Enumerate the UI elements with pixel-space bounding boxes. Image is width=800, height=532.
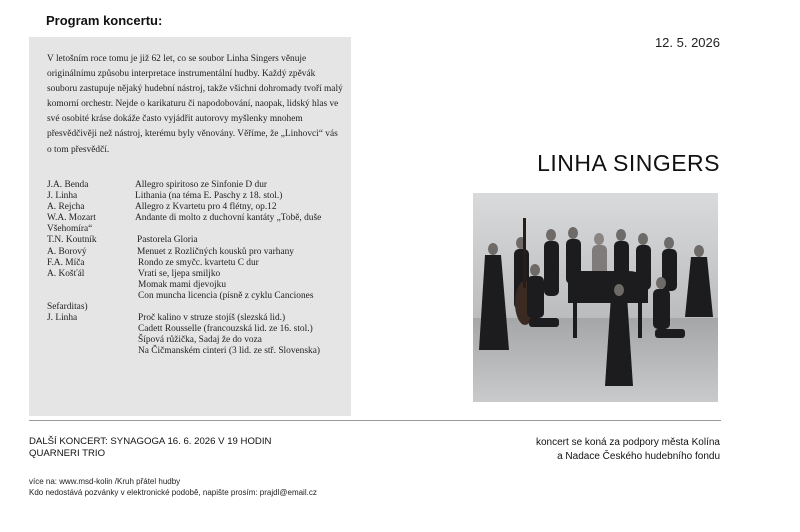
program-composer: J. Linha	[47, 313, 78, 324]
program-list	[47, 180, 347, 358]
program-item	[47, 213, 347, 224]
program-item	[47, 313, 347, 324]
intro-paragraph: V letošním roce tomu je již 62 let, co se soubor Linha Singers věnuje originálnímu způsobu interpretace instrumentální hudby. Každý zpěvák souboru zastupuje nějaký hudební nástroj, takže všichni dohromady tvoří malý komorní orchestr. Nejde o karikaturu či napodobování, naopak, lidský hlas ve své osobité kráse dokáže často vyjádřit autorovy myšlenky mnohem přesvědčivěji než nástroj, kterému byly věnovány. Věříme, že „Linhovci“ vás o tom přesvědčí.	[47, 54, 343, 155]
program-composer: A. Borový	[47, 246, 87, 257]
program-composer: J.A. Benda	[47, 180, 89, 190]
program-item	[47, 191, 347, 202]
concert-date: 12. 5. 2026	[654, 35, 720, 50]
program-item-continuation: Všehomíra“	[47, 224, 93, 235]
program-item	[47, 291, 347, 302]
program-item	[47, 258, 347, 269]
program-composer: T.N. Koutník	[47, 235, 97, 246]
program-piece: Con muncha licencia (písně z cyklu Canciones	[138, 290, 314, 301]
footer	[29, 476, 317, 498]
program-item	[47, 247, 347, 258]
program-piece: Momak mami djevojku	[138, 279, 227, 290]
support-line-1: koncert se koná za podpory města Kolína	[536, 437, 720, 448]
program-piece: Cadett Rousselle (francouzská lid. ze 16. stol.)	[138, 324, 313, 335]
divider	[29, 420, 721, 421]
program-item	[47, 280, 347, 291]
program-item	[47, 346, 347, 357]
program-piece: Vrati se, ljepa smiljko	[138, 268, 221, 279]
program-item	[47, 324, 347, 335]
program-piece: Rondo ze smyčc. kvartetu C dur	[138, 257, 259, 268]
program-composer: A. Košťál	[47, 268, 85, 279]
program-composer: F.A. Míča	[47, 257, 85, 268]
next-concert-label: DALŠÍ KONCERT:	[29, 436, 108, 447]
program-panel	[29, 37, 351, 416]
program-piece: Pastorela Gloria	[137, 235, 198, 246]
ensemble-name: LINHA SINGERS	[537, 150, 720, 176]
program-composer: W.A. Mozart	[47, 213, 96, 224]
program-item	[47, 269, 347, 280]
support-line-2: a Nadace Českého hudebního fondu	[557, 450, 720, 462]
program-item	[47, 202, 347, 213]
ensemble-photo-graphic	[473, 193, 718, 402]
program-piece: Šípová růžička, Sadaj že do voza	[138, 335, 262, 346]
next-concert-line	[29, 436, 271, 448]
program-item	[47, 180, 347, 191]
footer-link[interactable]: více na: www.msd-kolin /Kruh přátel hudby	[29, 477, 181, 486]
next-concert-details: SYNAGOGA 16. 6. 2026 V 19 HODIN	[110, 436, 272, 447]
program-piece: Allegro z Kvartetu pro 4 flétny, op.12	[135, 202, 277, 213]
program-heading: Program koncertu:	[46, 13, 163, 28]
program-piece: Lithania (na téma E. Paschy z 18. stol.)	[135, 191, 283, 202]
program-item-continuation: Sefarditas)	[47, 302, 88, 313]
support-note	[536, 436, 720, 463]
program-piece: Menuet z Rozličných kousků pro varhany	[137, 246, 294, 257]
program-piece: Na Čičmanském cinteri (3 lid. ze stř. Slovenska)	[138, 346, 320, 357]
program-piece: Andante di molto z duchovní kantáty „Tobě, duše	[135, 213, 322, 224]
next-concert-performer: QUARNERI TRIO	[29, 448, 106, 459]
program-piece: Proč kalino v struze stojíš (slezská lid.)	[138, 313, 286, 324]
program-item	[47, 335, 347, 346]
ensemble-photo	[473, 193, 718, 402]
footer-contact[interactable]: Kdo nedostává pozvánky v elektronické podobě, napište prosím: prajdl@email.cz	[29, 488, 317, 497]
next-concert	[29, 436, 271, 460]
program-item	[47, 235, 347, 246]
program-composer: A. Rejcha	[47, 202, 85, 213]
program-composer: J. Linha	[47, 191, 78, 202]
program-piece: Allegro spiritoso ze Sinfonie D dur	[135, 180, 268, 190]
